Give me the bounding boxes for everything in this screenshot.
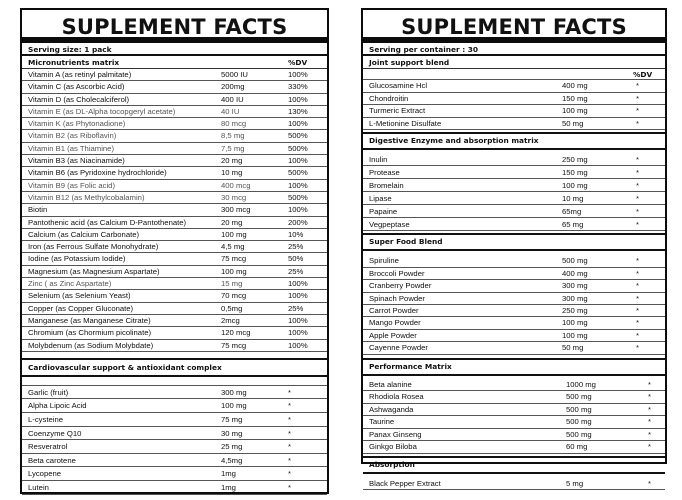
ingredient-amount: 40 IU xyxy=(221,106,240,116)
daily-value: * xyxy=(648,442,651,452)
ingredient-name: Spinach Powder xyxy=(369,293,425,303)
ingredient-name: Resveratrol xyxy=(28,442,68,452)
section-header-cardio: Cardiovascular support & antioxidant complex xyxy=(22,360,327,377)
ingredient-name: Iron (as Ferrous Sulfate Monohydrate) xyxy=(28,242,159,252)
daily-value: * xyxy=(288,442,291,452)
ingredient-amount: 400 mg xyxy=(562,81,588,90)
table-row xyxy=(363,280,665,292)
ingredient-name: Carrot Powder xyxy=(369,305,419,315)
ingredient-amount: 500 mg xyxy=(566,404,592,414)
joint-list xyxy=(363,80,665,130)
ingredient-amount: 500 mg xyxy=(566,417,592,427)
daily-value: 130% xyxy=(288,106,308,116)
ingredient-name: Vitamin B9 (as Folic acid) xyxy=(28,180,116,190)
ingredient-amount: 10 mg xyxy=(562,194,584,204)
daily-value: * xyxy=(636,194,639,204)
ingredient-amount: 65mg xyxy=(562,207,582,217)
table-row xyxy=(363,477,665,490)
table-row xyxy=(363,293,665,305)
ingredient-name: Chondroitin xyxy=(369,93,409,103)
ingredient-amount: 5000 IU xyxy=(221,70,248,79)
ingredient-amount: 50 mg xyxy=(562,343,584,353)
daily-value: * xyxy=(288,482,291,492)
ingredient-name: Beta carotene xyxy=(28,455,76,465)
daily-value: * xyxy=(636,155,639,165)
ingredient-name: Vitamin B1 (as Thiamine) xyxy=(28,143,115,153)
table-row xyxy=(22,467,327,481)
table-row xyxy=(22,143,327,155)
ingredient-name: Zinc ( as Zinc Aspartate) xyxy=(28,279,112,289)
cardio-list xyxy=(22,386,327,495)
daily-value: * xyxy=(636,305,639,315)
daily-value: 100% xyxy=(288,205,308,215)
table-row xyxy=(22,327,327,339)
section-header-absorption: Absorption xyxy=(363,458,665,474)
ingredient-name: Vitamin C (as Ascorbic Acid) xyxy=(28,82,125,92)
table-row xyxy=(22,180,327,192)
superfood-list xyxy=(363,255,665,354)
dv-column-header: %DV xyxy=(633,70,653,79)
daily-value: 100% xyxy=(288,340,308,350)
ingredient-amount: 300 mg xyxy=(562,281,588,291)
table-row xyxy=(363,105,665,118)
daily-value: * xyxy=(636,118,639,128)
ingredient-amount: 100 mg xyxy=(221,229,247,239)
ingredient-name: Garlic (fruit) xyxy=(28,387,69,397)
ingredient-amount: 7,5 mg xyxy=(221,143,245,153)
ingredient-amount: 250 mg xyxy=(562,155,588,165)
ingredient-amount: 1mg xyxy=(221,482,236,492)
ingredient-name: Selenium (as Selenium Yeast) xyxy=(28,291,131,301)
ingredient-name: Alpha Lipoic Acid xyxy=(28,401,87,411)
ingredient-name: Vitamin B6 (as Pyridoxine hydrochloride) xyxy=(28,168,167,178)
ingredient-amount: 2mcg xyxy=(221,315,240,325)
ingredient-amount: 400 mg xyxy=(562,268,588,278)
table-row xyxy=(22,241,327,253)
ingredient-amount: 20 mg xyxy=(221,156,243,166)
ingredient-name: Magnesium (as Magnesium Aspartate) xyxy=(28,266,160,276)
table-row xyxy=(363,379,665,392)
section-header-digestive: Digestive Enzyme and absorption matrix xyxy=(363,134,665,150)
table-row xyxy=(363,205,665,218)
table-row xyxy=(363,317,665,329)
section-header-performance: Performance Matrix xyxy=(363,360,665,376)
daily-value: * xyxy=(648,404,651,414)
daily-value: 500% xyxy=(288,143,308,153)
ingredient-amount: 100 mg xyxy=(221,266,247,276)
table-row xyxy=(22,454,327,468)
ingredient-name: Lutein xyxy=(28,482,49,492)
ingredient-amount: 120 mcg xyxy=(221,328,251,338)
ingredient-amount: 70 mcg xyxy=(221,291,247,301)
ingredient-amount: 4,5mg xyxy=(221,455,243,465)
daily-value: 10% xyxy=(288,229,304,239)
ingredient-amount: 5 mg xyxy=(566,479,584,489)
ingredient-name: Vegpeptase xyxy=(369,220,410,230)
performance-list xyxy=(363,379,665,455)
panel-title: SUPLEMENT FACTS xyxy=(363,10,665,43)
ingredient-amount: 100 mg xyxy=(562,330,588,340)
daily-value: * xyxy=(636,168,639,178)
ingredient-amount: 65 mg xyxy=(562,220,584,230)
ingredient-name: Bromelain xyxy=(369,181,404,191)
daily-value: * xyxy=(648,417,651,427)
digestive-list xyxy=(363,153,665,231)
daily-value: * xyxy=(288,469,291,479)
ingredient-name: Pantothenic acid (as Calcium D-Pantothenate) xyxy=(28,217,187,227)
ingredient-name: Protease xyxy=(369,168,400,178)
serving-size-label: Serving size: 1 pack xyxy=(22,43,327,56)
table-row xyxy=(22,278,327,290)
ingredient-amount: 20 mg xyxy=(221,217,243,227)
ingredient-amount: 300 mg xyxy=(221,387,247,397)
daily-value: 500% xyxy=(288,131,308,141)
ingredient-amount: 500 mg xyxy=(566,429,592,439)
section-header-micronutrients xyxy=(22,56,327,69)
micronutrients-list xyxy=(22,69,327,352)
daily-value: * xyxy=(648,429,651,439)
table-row xyxy=(363,80,665,93)
daily-value: * xyxy=(648,379,651,389)
dv-column-header: %DV xyxy=(288,58,308,67)
daily-value: * xyxy=(636,293,639,303)
ingredient-amount: 500 mg xyxy=(566,392,592,402)
ingredient-amount: 1000 mg xyxy=(566,379,596,389)
ingredient-name: Beta alanine xyxy=(369,379,412,389)
table-row xyxy=(22,315,327,327)
table-row xyxy=(363,255,665,267)
ingredient-name: Broccoli Powder xyxy=(369,268,425,278)
daily-value: 500% xyxy=(288,168,308,178)
ingredient-amount: 150 mg xyxy=(562,93,588,103)
table-row xyxy=(22,192,327,204)
daily-value: 100% xyxy=(288,315,308,325)
daily-value: 25% xyxy=(288,266,304,276)
daily-value: * xyxy=(636,318,639,328)
daily-value: 100% xyxy=(288,279,308,289)
table-row xyxy=(22,94,327,106)
daily-value: * xyxy=(636,268,639,278)
ingredient-name: Vitamin D (as Cholecalciferol) xyxy=(28,94,130,104)
table-row xyxy=(363,429,665,442)
table-row xyxy=(22,167,327,179)
ingredient-name: Vitamin K (as Phytonadione) xyxy=(28,119,126,129)
section-gap xyxy=(22,377,327,386)
table-row xyxy=(22,427,327,441)
ingredient-amount: 8,5 mg xyxy=(221,131,245,141)
table-row xyxy=(363,342,665,354)
daily-value: 100% xyxy=(288,70,308,79)
table-row xyxy=(363,330,665,342)
daily-value: 25% xyxy=(288,242,304,252)
daily-value: * xyxy=(636,343,639,353)
table-row xyxy=(22,229,327,241)
ingredient-name: Taurine xyxy=(369,417,395,427)
daily-value: 100% xyxy=(288,328,308,338)
table-row xyxy=(22,106,327,118)
daily-value: 200% xyxy=(288,217,308,227)
supplement-facts-panel-right xyxy=(361,8,667,489)
ingredient-name: Coenzyme Q10 xyxy=(28,428,82,438)
ingredient-name: Turmeric Extract xyxy=(369,106,426,116)
table-row xyxy=(22,81,327,93)
ingredient-name: Calcium (as Calcium Carbonate) xyxy=(28,229,140,239)
ingredient-name: Vitamin B12 (as Methylcobalamin) xyxy=(28,192,145,202)
table-row xyxy=(22,303,327,315)
ingredient-name: Ginkgo Biloba xyxy=(369,442,417,452)
table-row xyxy=(363,192,665,205)
table-row xyxy=(363,179,665,192)
ingredient-name: Vitamin B3 (as Niacinamide) xyxy=(28,156,125,166)
daily-value: * xyxy=(288,415,291,425)
daily-value: 50% xyxy=(288,254,304,264)
ingredient-amount: 300 mg xyxy=(562,293,588,303)
ingredient-name: Vitamin E (as DL-Alpha tocopgeryl acetate) xyxy=(28,106,176,116)
table-row xyxy=(22,217,327,229)
table-row xyxy=(22,253,327,265)
daily-value: * xyxy=(288,387,291,397)
ingredient-name: Papaine xyxy=(369,207,398,217)
ingredient-amount: 100 mg xyxy=(562,181,588,191)
ingredient-amount: 100 mg xyxy=(221,401,247,411)
ingredient-amount: 400 IU xyxy=(221,94,244,104)
daily-value: 25% xyxy=(288,303,304,313)
table-row xyxy=(22,340,327,352)
ingredient-name: Vitamin B2 (as Riboflavin) xyxy=(28,131,117,141)
ingredient-name: L-cysteine xyxy=(28,415,64,425)
ingredient-name: Lipase xyxy=(369,194,392,204)
ingredient-amount: 500 mg xyxy=(562,256,588,266)
dv-header-row xyxy=(363,69,665,80)
ingredient-amount: 4,5 mg xyxy=(221,242,245,252)
daily-value: 100% xyxy=(288,119,308,129)
ingredient-name: Black Pepper Extract xyxy=(369,479,441,489)
ingredient-name: Rhodiola Rosea xyxy=(369,392,424,402)
table-row xyxy=(22,440,327,454)
daily-value: * xyxy=(636,220,639,230)
ingredient-name: Ashwaganda xyxy=(369,404,414,414)
table-row xyxy=(22,413,327,427)
daily-value: * xyxy=(636,256,639,266)
table-row xyxy=(363,153,665,166)
daily-value: 100% xyxy=(288,94,308,104)
section-header-superfood: Super Food Blend xyxy=(363,235,665,251)
daily-value: * xyxy=(636,330,639,340)
daily-value: 500% xyxy=(288,192,308,202)
table-row xyxy=(22,118,327,130)
daily-value: * xyxy=(648,479,651,489)
ingredient-amount: 75 mcg xyxy=(221,254,247,264)
ingredient-amount: 75 mg xyxy=(221,415,243,425)
daily-value: 100% xyxy=(288,156,308,166)
ingredient-amount: 25 mg xyxy=(221,442,243,452)
table-row xyxy=(363,305,665,317)
ingredient-name: Lycopene xyxy=(28,469,62,479)
ingredient-name: Iodine (as Potassium Iodide) xyxy=(28,254,126,264)
ingredient-amount: 75 mcg xyxy=(221,340,247,350)
table-row xyxy=(363,118,665,131)
daily-value: * xyxy=(288,428,291,438)
table-row xyxy=(363,268,665,280)
daily-value: 100% xyxy=(288,180,308,190)
ingredient-name: Vitamin A (as retinyl palmitate) xyxy=(28,70,132,79)
ingredient-name: Biotin xyxy=(28,205,48,215)
absorption-list xyxy=(363,477,665,490)
table-row xyxy=(363,391,665,404)
ingredient-amount: 50 mg xyxy=(562,118,584,128)
table-row xyxy=(22,266,327,278)
table-row xyxy=(22,399,327,413)
ingredient-name: Manganese (as Manganese Citrate) xyxy=(28,315,151,325)
daily-value: * xyxy=(288,401,291,411)
section-header-joint xyxy=(363,56,665,69)
daily-value: * xyxy=(288,455,291,465)
table-row xyxy=(363,93,665,106)
ingredient-amount: 250 mg xyxy=(562,305,588,315)
ingredient-amount: 150 mg xyxy=(562,168,588,178)
table-row xyxy=(22,290,327,302)
ingredient-amount: 100 mg xyxy=(562,106,588,116)
daily-value: * xyxy=(648,392,651,402)
daily-value: * xyxy=(636,281,639,291)
daily-value: * xyxy=(636,81,639,90)
ingredient-amount: 0,5mg xyxy=(221,303,243,313)
daily-value: * xyxy=(636,106,639,116)
daily-value: 330% xyxy=(288,82,308,92)
ingredient-name: Spiruline xyxy=(369,256,399,266)
table-row xyxy=(22,69,327,81)
ingredient-amount: 100 mg xyxy=(562,318,588,328)
serving-per-container-label: Serving per container : 30 xyxy=(363,43,665,56)
table-row xyxy=(363,218,665,231)
table-row xyxy=(22,130,327,142)
daily-value: 100% xyxy=(288,291,308,301)
ingredient-amount: 400 mcg xyxy=(221,180,251,190)
ingredient-amount: 1mg xyxy=(221,469,236,479)
ingredient-name: Chromium (as Chormium picolinate) xyxy=(28,328,152,338)
daily-value: * xyxy=(636,93,639,103)
table-row xyxy=(363,404,665,417)
ingredient-name: Copper (as Copper Gluconate) xyxy=(28,303,134,313)
ingredient-name: L-Metionine Disulfate xyxy=(369,118,442,128)
table-row xyxy=(363,441,665,454)
ingredient-name: Molybdenum (as Sodium Molybdate) xyxy=(28,340,154,350)
table-row xyxy=(22,204,327,216)
ingredient-amount: 60 mg xyxy=(566,442,588,452)
daily-value: * xyxy=(636,207,639,217)
supplement-facts-panel-left xyxy=(20,8,329,494)
ingredient-name: Cranberry Powder xyxy=(369,281,432,291)
ingredient-name: Inulin xyxy=(369,155,388,165)
table-row xyxy=(363,416,665,429)
ingredient-name: Cayenne Powder xyxy=(369,343,428,353)
ingredient-name: Panax Ginseng xyxy=(369,429,422,439)
ingredient-amount: 15 mg xyxy=(221,279,243,289)
panel-title: SUPLEMENT FACTS xyxy=(22,10,327,43)
section-title: Micronutrients matrix xyxy=(28,58,120,67)
ingredient-name: Apple Powder xyxy=(369,330,417,340)
table-row xyxy=(22,386,327,400)
ingredient-amount: 30 mcg xyxy=(221,192,247,202)
section-title: Joint support blend xyxy=(369,58,450,67)
daily-value: * xyxy=(636,181,639,191)
ingredient-amount: 10 mg xyxy=(221,168,243,178)
ingredient-name: Mango Powder xyxy=(369,318,421,328)
ingredient-amount: 300 mcg xyxy=(221,205,251,215)
section-divider xyxy=(22,352,327,360)
table-row xyxy=(22,481,327,495)
ingredient-amount: 30 mg xyxy=(221,428,243,438)
ingredient-amount: 80 mcg xyxy=(221,119,247,129)
table-row xyxy=(22,155,327,167)
ingredient-amount: 200mg xyxy=(221,82,245,92)
table-row xyxy=(363,166,665,179)
ingredient-name: Glucosamine Hcl xyxy=(369,81,428,90)
